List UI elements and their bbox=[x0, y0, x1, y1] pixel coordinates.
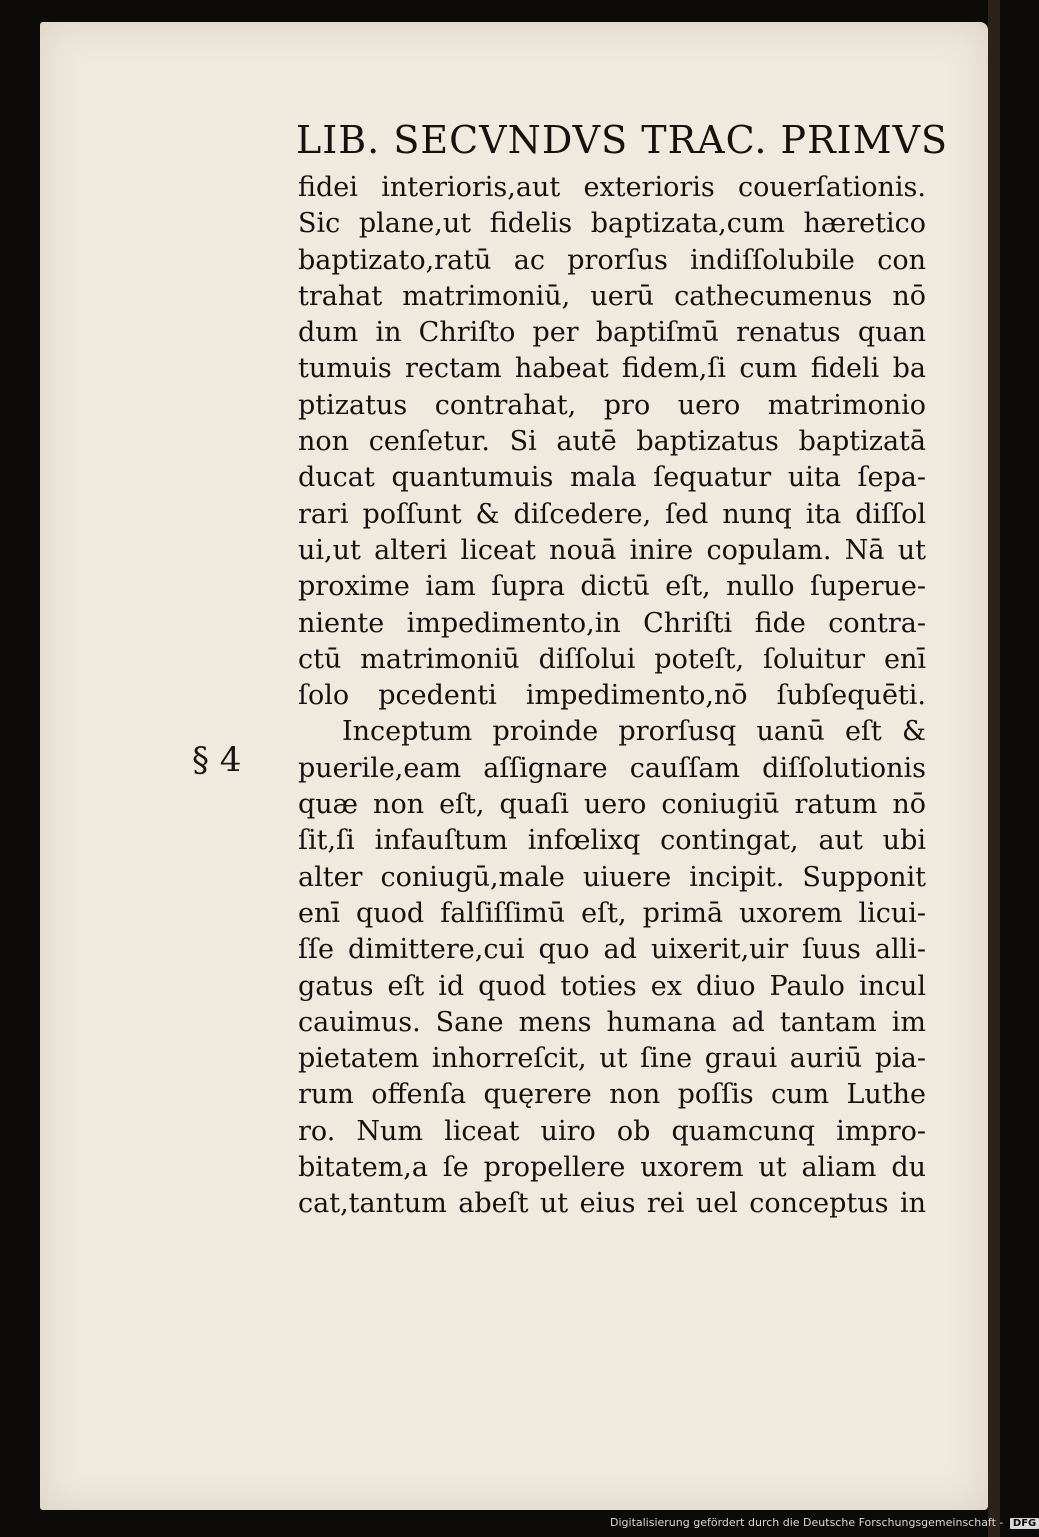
text-line: alter coniugū,male uiuere incipit. Supponit bbox=[298, 861, 926, 893]
text-line: ro. Num liceat uiro ob quamcunq impro- bbox=[298, 1115, 926, 1147]
text-line: niente impedimento,in Chriſti fide contra- bbox=[298, 607, 926, 639]
text-line: gatus eſt id quod toties ex diuo Paulo incul bbox=[298, 970, 926, 1002]
dfg-logo-icon: DFG bbox=[1010, 1518, 1039, 1529]
body-text bbox=[298, 170, 926, 1223]
text-line: ſit,ſi infauſtum infœlixq contingat, aut ubi bbox=[298, 825, 926, 857]
text-line: ctū matrimoniū diſſolui poteſt, ſoluitur enī bbox=[298, 643, 926, 675]
text-line: puerile,eam aſſignare cauſſam diſſolutionis bbox=[298, 752, 926, 784]
text-line: ducat quantumuis mala ſequatur uita ſepa- bbox=[298, 462, 926, 494]
text-line: rum offenſa quęrere non poſſis cum Luthe bbox=[298, 1079, 926, 1111]
text-line: quæ non eſt, quaſi uero coniugiū ratum nō bbox=[298, 789, 926, 821]
digitization-footer bbox=[610, 1516, 1039, 1529]
book-spine-edge bbox=[988, 0, 1000, 1537]
text-line: bitatem,a ſe propellere uxorem ut aliam du bbox=[298, 1152, 926, 1184]
text-line: ptizatus contrahat, pro uero matrimonio bbox=[298, 389, 926, 421]
text-line: cauimus. Sane mens humana ad tantam im bbox=[298, 1006, 926, 1038]
text-line: fidei interioris,aut exterioris couerſationis. bbox=[298, 172, 926, 203]
text-line: ui,ut alteri liceat nouā inire copulam. Nā ut bbox=[298, 534, 926, 566]
text-line: enī quod falſiſſimū eſt, primā uxorem licui- bbox=[298, 897, 926, 929]
footer-credit: Digitalisierung gefördert durch die Deutsche Forschungsgemeinschaft - bbox=[610, 1516, 1004, 1529]
text-line: baptizato,ratū ac prorſus indiſſolubile con bbox=[298, 244, 926, 276]
text-line: ſolo pcedenti impedimento,nō ſubſequēti. bbox=[298, 680, 926, 712]
text-line: proxime iam ſupra dictū eſt, nullo ſuperue- bbox=[298, 571, 926, 603]
text-line: rari poſſunt & diſcedere, ſed nunq ita diſſol bbox=[298, 498, 926, 530]
text-line: non cenſetur. Si autē baptizatus baptizatā bbox=[298, 426, 926, 458]
text-line: Inceptum proinde prorſusq uanū eſt & bbox=[342, 716, 926, 748]
text-line: cat,tantum abeſt ut eius rei uel conceptus in bbox=[298, 1188, 926, 1220]
text-line: ſſe dimittere,cui quo ad uixerit,uir ſuus alli- bbox=[298, 934, 926, 966]
text-line: pietatem inhorreſcit, ut ſine graui auriū pia- bbox=[298, 1043, 926, 1075]
running-head: LIB. SECVNDVS TRAC. PRIMVS bbox=[296, 118, 949, 162]
text-line: Sic plane,ut fidelis baptizata,cum hæretico bbox=[298, 208, 926, 240]
text-line: tumuis rectam habeat fidem,ſi cum fideli ba bbox=[298, 353, 926, 385]
text-line: dum in Chriſto per baptiſmū renatus quan bbox=[298, 317, 926, 349]
text-line: trahat matrimoniū, uerū cathecumenus nō bbox=[298, 280, 926, 312]
marginal-section-note: § 4 bbox=[192, 740, 242, 780]
